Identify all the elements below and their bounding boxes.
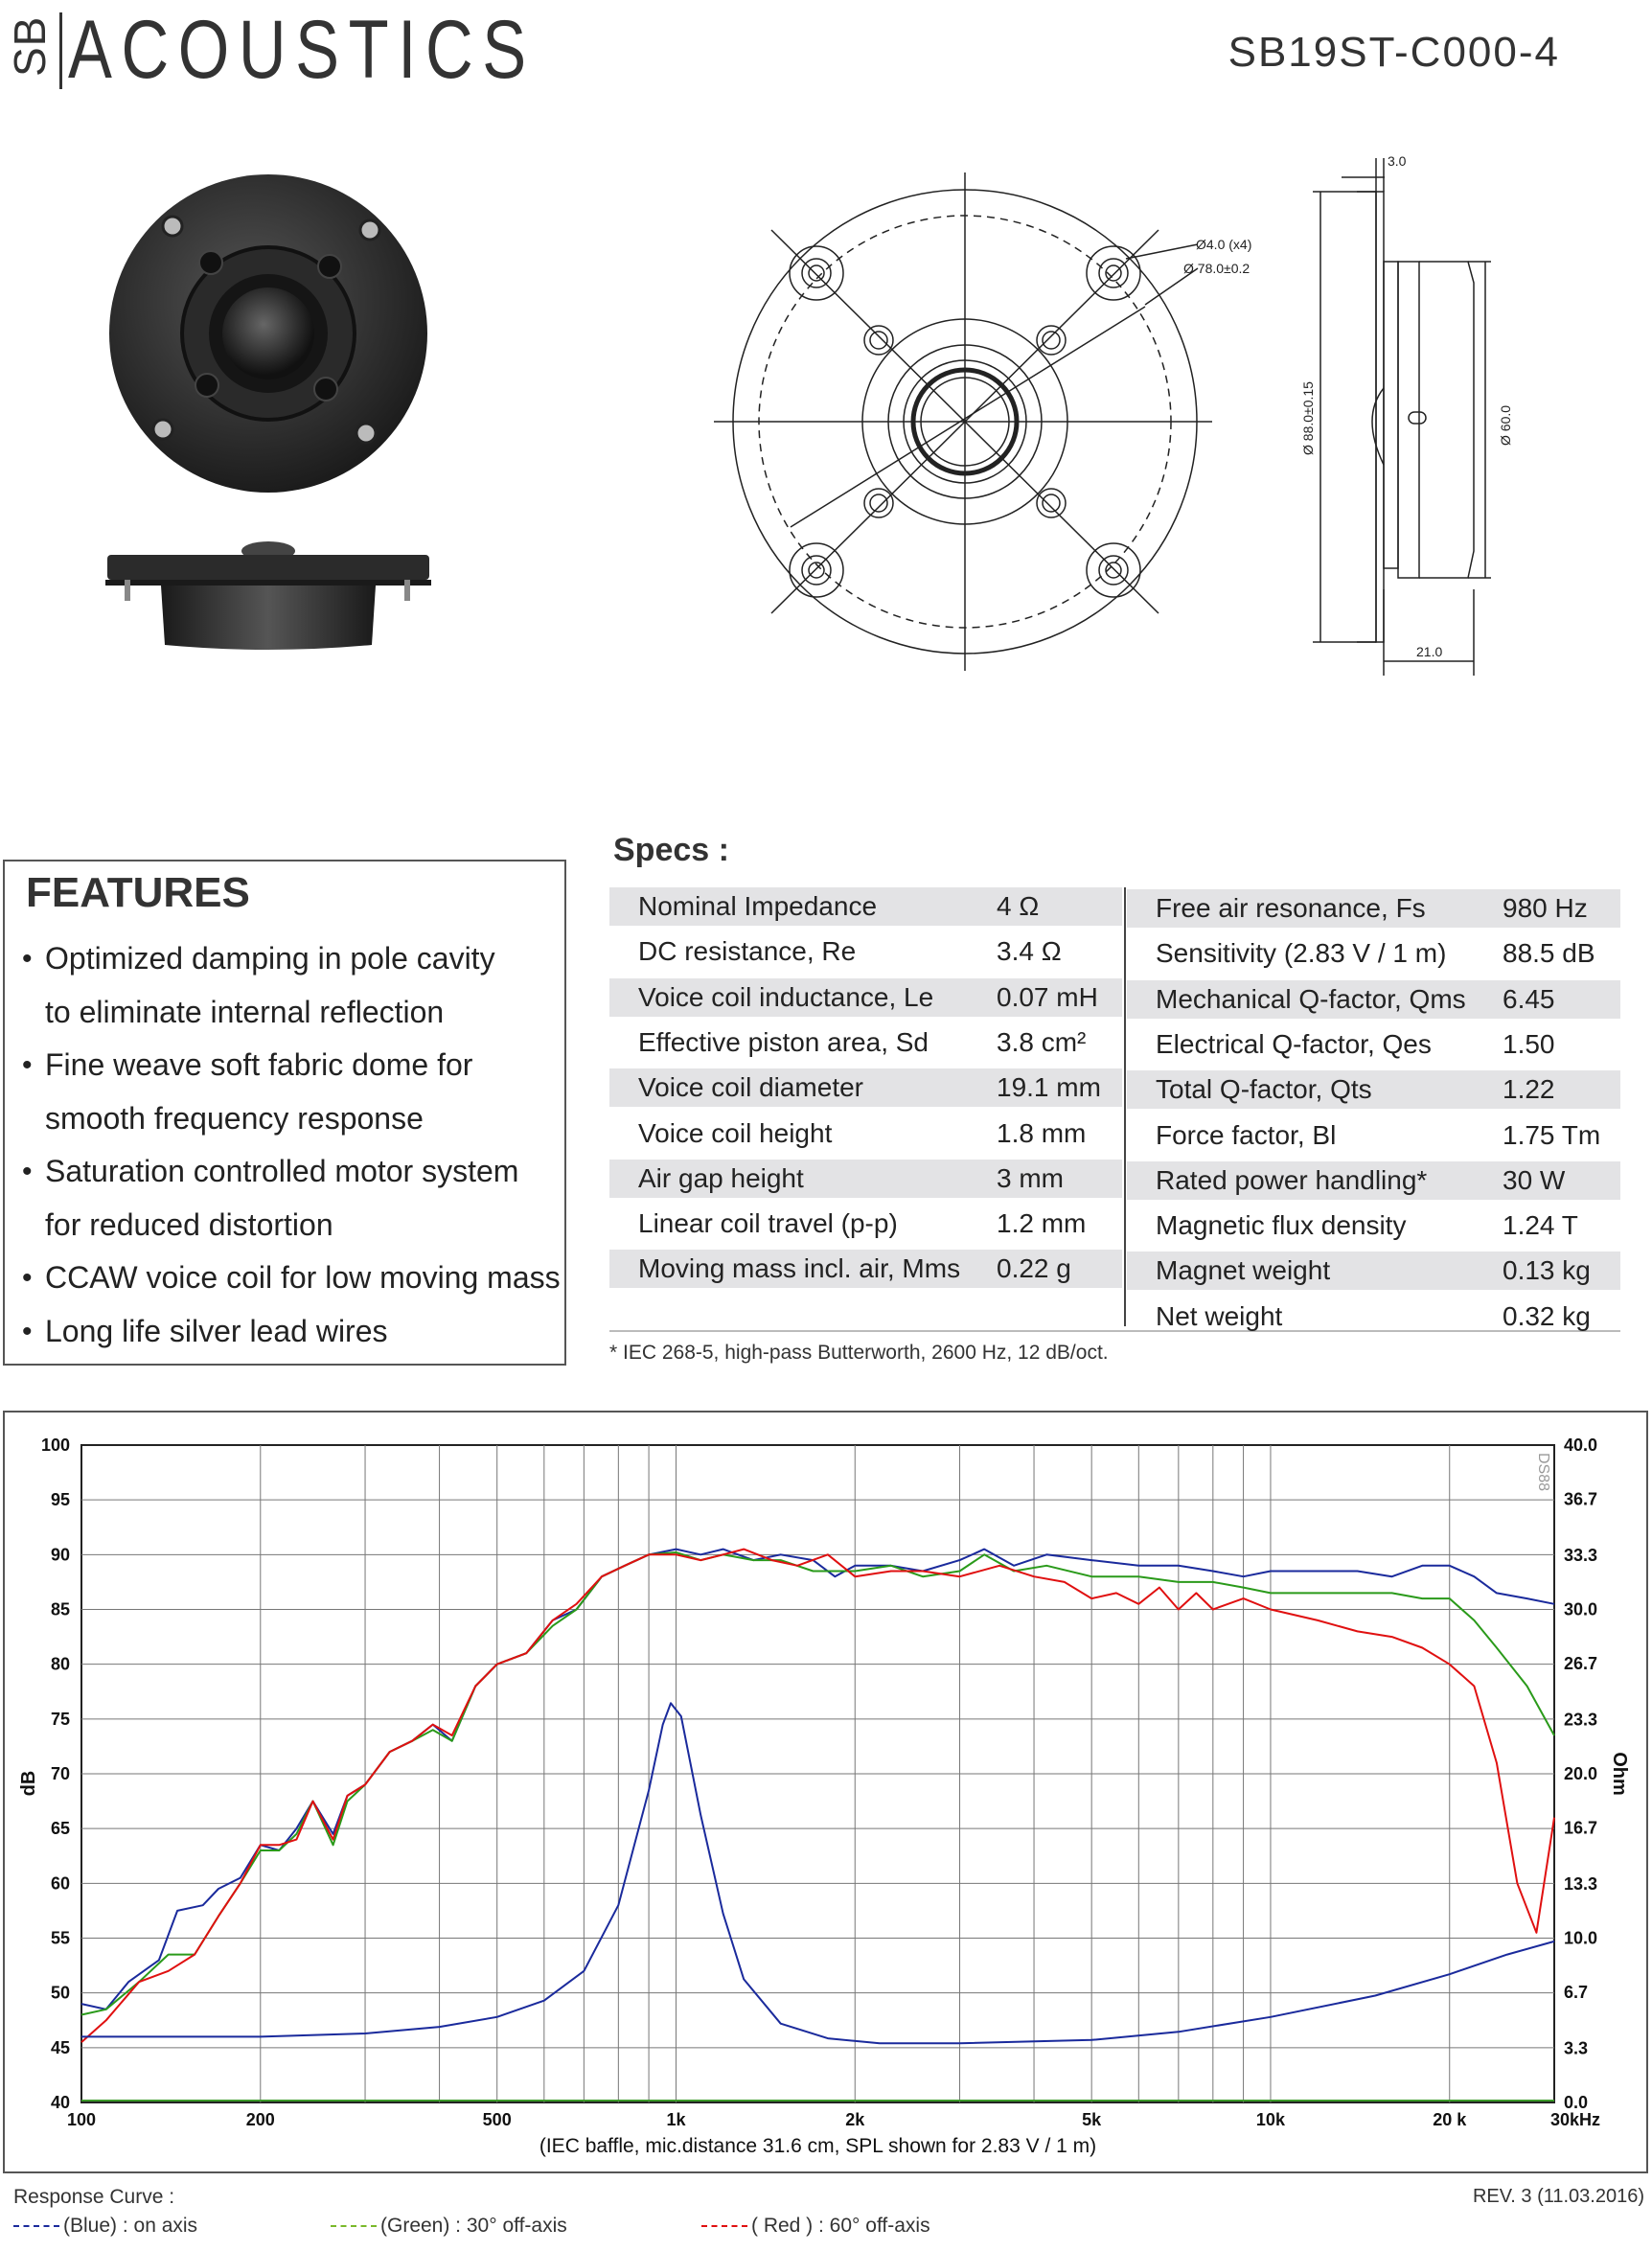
feature-item: • CCAW voice coil for low moving mass [22,1260,561,1295]
frequency-response-chart [0,1411,1652,2173]
spec-row [609,1068,1122,1107]
y-tick-label: 95 [50,1490,70,1510]
spec-name: Linear coil travel (p-p) [638,1208,898,1239]
spec-value: 3.4 Ω [997,936,1062,967]
specs-title: Specs : [613,832,729,868]
brand-name: ACOUSTICS [68,4,536,96]
specs-column-divider [1124,887,1126,1326]
spec-value: 6.45 [1503,983,1555,1014]
spec-value: 88.5 dB [1503,938,1595,969]
spec-row [1127,1161,1620,1200]
specs-table [609,887,1620,1334]
y2-tick-label: 6.7 [1564,1983,1589,2003]
legend-red-swatch [701,2225,747,2227]
y2-tick-label: 23.3 [1564,1710,1598,1730]
spec-value: 1.24 T [1503,1210,1578,1241]
y-tick-label: 50 [50,1983,70,2003]
svg-text:21.0: 21.0 [1416,644,1443,659]
spec-row [609,932,1122,971]
legend-green [331,2215,567,2238]
y-tick-label: 90 [50,1545,70,1565]
spec-name: Net weight [1156,1300,1283,1331]
spec-row [609,978,1122,1017]
x-tick-label: 1k [666,2110,686,2129]
spec-name: Mechanical Q-factor, Qms [1156,983,1466,1014]
legend-blue [13,2215,197,2238]
y-tick-label: 100 [40,1436,70,1455]
spec-value: 3.8 cm² [997,1026,1087,1057]
y-tick-label: 85 [50,1599,70,1619]
spec-name: Voice coil height [638,1117,833,1148]
legend-green-label: (Green) : 30° off-axis [380,2215,567,2237]
spec-value: 4 Ω [997,891,1040,921]
spec-value: 980 Hz [1503,893,1588,923]
spec-row [1127,1070,1620,1109]
x-tick-label: 200 [245,2110,275,2129]
y2-tick-label: 40.0 [1564,1436,1598,1455]
legend-blue-swatch [13,2225,59,2227]
spec-value: 0.07 mH [997,981,1098,1012]
feature-item: • Fine weave soft fabric dome for smooth frequency response [22,1047,473,1136]
spec-name: Voice coil diameter [638,1072,864,1103]
legend-title: Response Curve : [13,2186,175,2208]
spec-row [609,1205,1122,1243]
y2-tick-label: 33.3 [1564,1545,1598,1565]
feature-item: • Long life silver lead wires [22,1313,388,1348]
svg-text:Ø 78.0±0.2: Ø 78.0±0.2 [1183,261,1250,276]
y-tick-label: 55 [50,1928,70,1948]
x-tick-label: 30kHz [1549,2110,1601,2129]
spec-value: 0.22 g [997,1253,1071,1284]
svg-text:Ø 88.0±0.15: Ø 88.0±0.15 [1300,381,1316,455]
spec-name: Force factor, Bl [1156,1119,1337,1150]
y2-tick-label: 3.3 [1564,2038,1589,2058]
y-tick-label: 45 [50,2037,70,2057]
y2-tick-label: 36.7 [1564,1489,1598,1509]
spec-name: Magnet weight [1156,1255,1331,1286]
features-panel [3,860,566,1366]
feature-item: • Optimized damping in pole cavity to eliminate internal reflection [22,941,495,1029]
spec-row [609,1114,1122,1153]
y2-tick-label: 30.0 [1564,1599,1598,1619]
spec-name: Total Q-factor, Qts [1156,1074,1372,1105]
feature-item: • Saturation controlled motor system for reduced distortion [22,1154,519,1242]
spec-row [1127,889,1620,928]
spec-name: Magnetic flux density [1156,1210,1407,1241]
side-dimension-drawing [1284,149,1552,685]
spec-value: 0.13 kg [1503,1255,1591,1286]
svg-text:Ø4.0 (x4): Ø4.0 (x4) [1196,237,1252,252]
spec-name: Rated power handling* [1156,1164,1428,1195]
spec-value: 1.2 mm [997,1208,1087,1239]
y2-axis-label: Ohm [1609,1752,1630,1796]
spec-value: 30 W [1503,1164,1566,1195]
y2-tick-label: 10.0 [1564,1928,1598,1948]
spec-row [1127,1298,1620,1336]
y-tick-label: 75 [50,1709,70,1729]
spec-name: Voice coil inductance, Le [638,981,934,1012]
spec-name: Sensitivity (2.83 V / 1 m) [1156,938,1447,969]
svg-text:3.0: 3.0 [1388,153,1407,169]
y-tick-label: 60 [50,1873,70,1894]
chart-watermark: DS88 [1535,1453,1551,1492]
x-tick-label: 100 [66,2110,97,2129]
tweeter-side-photo [105,541,431,652]
revision-label: REV. 3 (11.03.2016) [1472,2186,1644,2207]
y-tick-label: 65 [50,1819,70,1839]
x-tick-label: 20 k [1433,2110,1467,2129]
legend-red-label: ( Red ) : 60° off-axis [751,2215,930,2237]
x-tick-label: 5k [1082,2110,1102,2129]
spec-row [609,1250,1122,1288]
spec-row [1127,1206,1620,1245]
spec-row [609,887,1122,926]
spec-value: 1.22 [1503,1074,1555,1105]
front-dimension-drawing [714,172,1252,671]
spec-name: Free air resonance, Fs [1156,893,1426,923]
x-tick-label: 500 [482,2110,512,2129]
legend-red [701,2215,930,2238]
x-axis-label: (IEC baffle, mic.distance 31.6 cm, SPL shown for 2.83 V / 1 m) [539,2135,1097,2157]
spec-name: Effective piston area, Sd [638,1026,929,1057]
spec-value: 3 mm [997,1162,1064,1193]
specs-footnote: * IEC 268-5, high-pass Butterworth, 2600 Hz, 12 dB/oct. [609,1342,1109,1364]
spec-row [609,1160,1122,1198]
x-tick-label: 10k [1255,2110,1285,2129]
spec-row [1127,1252,1620,1290]
y2-tick-label: 20.0 [1564,1764,1598,1783]
spec-name: Electrical Q-factor, Qes [1156,1028,1432,1059]
tweeter-front-photo [107,172,429,494]
y-tick-label: 70 [50,1764,70,1783]
model-number: SB19ST-C000-4 [1228,29,1560,76]
spec-name: Nominal Impedance [638,891,878,921]
legend-green-swatch [331,2225,377,2227]
features-title: FEATURES [26,869,250,916]
svg-text:Ø 60.0: Ø 60.0 [1498,404,1513,446]
x-tick-label: 2k [845,2110,865,2129]
brand-logo [4,0,653,101]
y2-tick-label: 26.7 [1564,1654,1598,1674]
spec-value: 1.50 [1503,1028,1555,1059]
spec-name: Moving mass incl. air, Mms [638,1253,961,1284]
features-list [22,932,561,1358]
y-tick-label: 40 [50,2093,70,2112]
spec-name: DC resistance, Re [638,936,857,967]
spec-value: 1.8 mm [997,1117,1087,1148]
y-tick-label: 80 [50,1654,70,1674]
y2-tick-label: 13.3 [1564,1873,1598,1894]
spec-value: 0.32 kg [1503,1300,1591,1331]
y-axis-label: dB [18,1770,39,1797]
spec-value: 1.75 Tm [1503,1119,1601,1150]
spec-row [609,1023,1122,1062]
spec-value: 19.1 mm [997,1072,1101,1103]
y2-tick-label: 0.0 [1564,2093,1589,2112]
spec-row [1127,980,1620,1019]
spec-name: Air gap height [638,1162,804,1193]
brand-divider [59,12,62,89]
y2-tick-label: 16.7 [1564,1818,1598,1838]
spec-row [1127,1116,1620,1155]
brand-prefix: SB [5,15,55,77]
legend-blue-label: (Blue) : on axis [63,2215,198,2237]
spec-row [1127,934,1620,973]
spec-row [1127,1025,1620,1064]
